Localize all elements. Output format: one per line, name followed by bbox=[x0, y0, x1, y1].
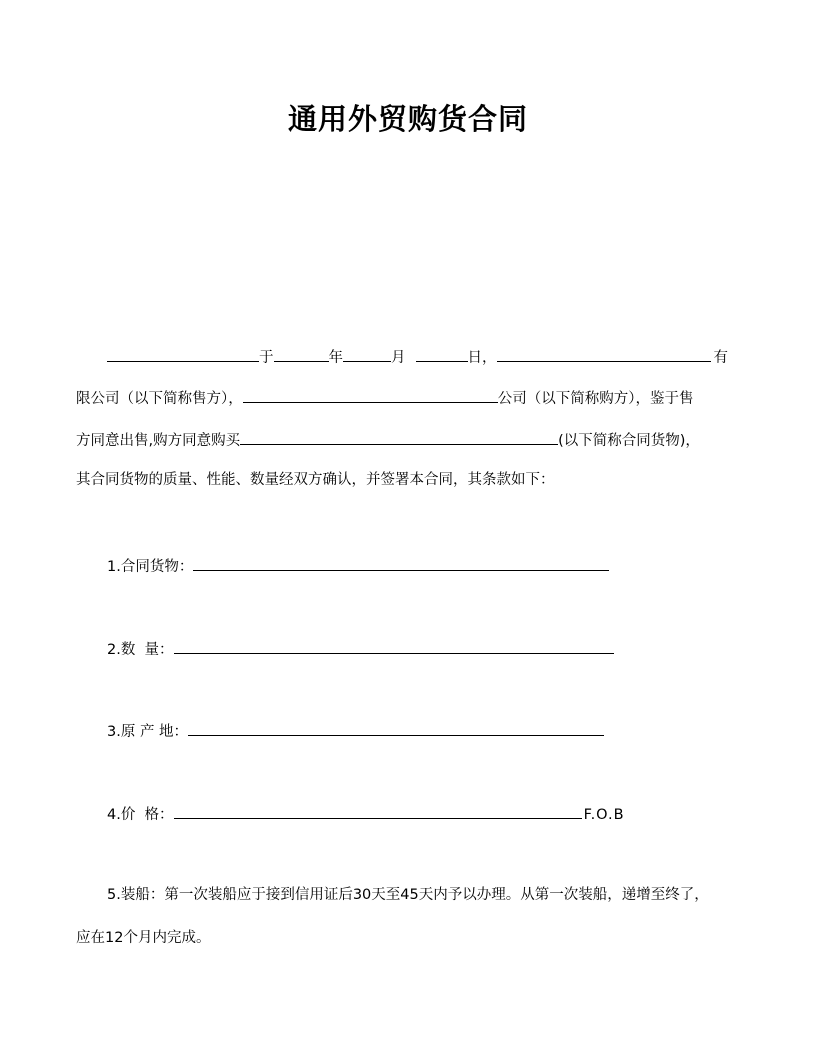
text-you: 有 bbox=[713, 350, 728, 366]
text-nian: 年 bbox=[328, 350, 343, 366]
intro-line-2 bbox=[76, 386, 694, 406]
shipping-line-1: 5.装船：第一次装船应于接到信用证后30天至45天内予以办理。从第一次装船，递增至终了， bbox=[107, 887, 709, 903]
item-price-label: 4.价 格： bbox=[107, 807, 174, 823]
blank-buyer-name[interactable] bbox=[243, 386, 498, 403]
item-goods-label: 1.合同货物： bbox=[107, 559, 194, 575]
intro-line-3 bbox=[76, 428, 700, 448]
blank-item-goods[interactable] bbox=[193, 554, 609, 571]
text-seller-abbrev: 限公司（以下简称售方）， bbox=[76, 391, 243, 407]
text-goods-abbrev: (以下简称合同货物)， bbox=[558, 433, 700, 449]
blank-party-name[interactable] bbox=[107, 345, 259, 362]
item-price-suffix: F.O.B bbox=[583, 807, 625, 823]
item-origin bbox=[107, 719, 604, 739]
blank-month[interactable] bbox=[343, 345, 391, 362]
item-quantity bbox=[107, 637, 614, 657]
shipping-line-2: 应在12个月内完成。 bbox=[76, 930, 211, 946]
contract-title: 通用外贸购货合同 bbox=[287, 102, 528, 136]
blank-item-origin[interactable] bbox=[188, 719, 604, 736]
item-price bbox=[107, 802, 625, 822]
item-goods bbox=[107, 554, 609, 574]
text-yue: 月 bbox=[391, 350, 406, 366]
blank-goods-name[interactable] bbox=[240, 428, 558, 445]
blank-seller-name[interactable] bbox=[497, 345, 711, 362]
blank-item-quantity[interactable] bbox=[174, 637, 614, 654]
blank-item-price[interactable] bbox=[174, 802, 582, 819]
text-yu: 于 bbox=[259, 350, 274, 366]
blank-day[interactable] bbox=[416, 345, 468, 362]
item-quantity-label: 2.数 量： bbox=[107, 642, 174, 658]
text-agree-purchase: 方同意出售,购方同意购买 bbox=[76, 433, 241, 449]
item-origin-label: 3.原 产 地： bbox=[107, 724, 189, 740]
text-ri: 日， bbox=[467, 350, 497, 366]
intro-line-4: 其合同货物的质量、性能、数量经双方确认，并签署本合同，其条款如下： bbox=[76, 472, 555, 488]
intro-line-1 bbox=[107, 345, 728, 365]
text-buyer-abbrev: 公司（以下简称购方），鉴于售 bbox=[497, 391, 694, 407]
blank-year[interactable] bbox=[274, 345, 329, 362]
